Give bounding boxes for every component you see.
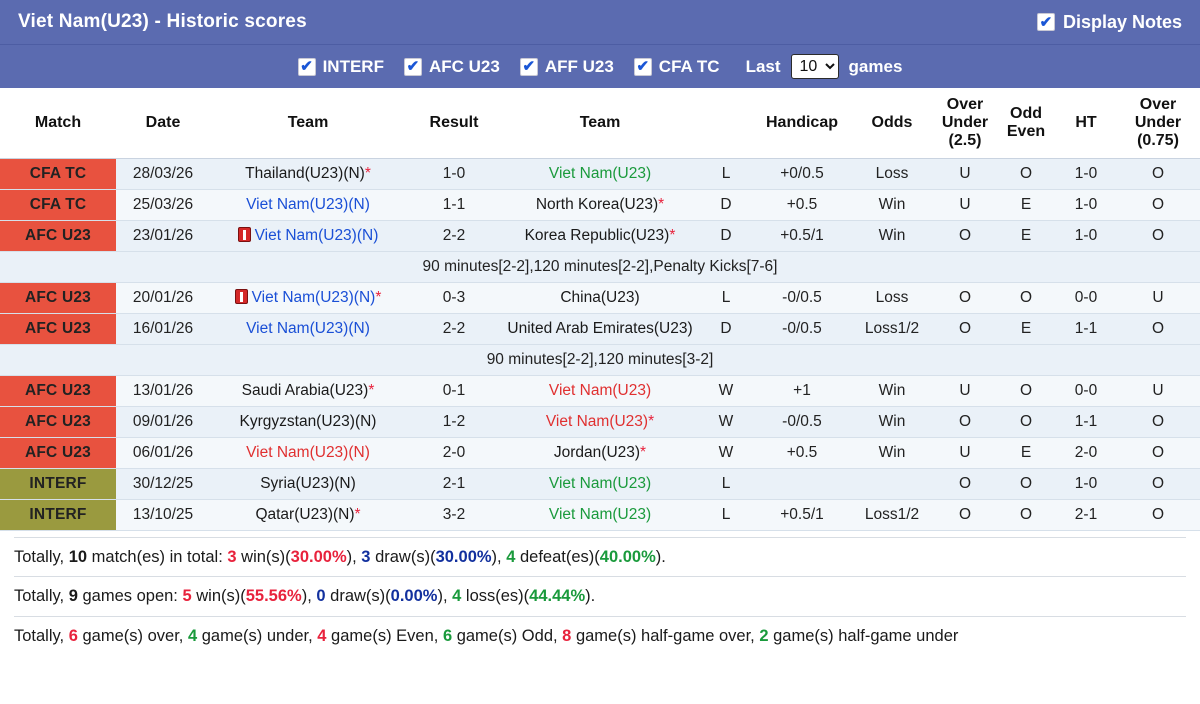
- home-team-label: Viet Nam(U23)(N): [246, 443, 370, 461]
- match-date: 13/01/26: [116, 375, 210, 406]
- summary1-t7: defeat(es)(: [515, 547, 600, 566]
- result-wdl: L: [698, 158, 754, 189]
- odd-even: O: [996, 158, 1056, 189]
- over-under-25: O: [934, 282, 996, 313]
- over-under-25: U: [934, 437, 996, 468]
- odd-even: O: [996, 406, 1056, 437]
- odds-result: Win: [850, 437, 934, 468]
- table-row[interactable]: [0, 282, 1200, 313]
- asterisk-marker: *: [669, 226, 676, 244]
- home-team-label: Viet Nam(U23)(N): [246, 195, 370, 213]
- column-wdl: [698, 88, 754, 158]
- home-team[interactable]: [210, 468, 406, 499]
- summary3-under: 4: [187, 626, 198, 645]
- table-row[interactable]: [0, 220, 1200, 251]
- over-under-25: U: [934, 189, 996, 220]
- column-odd-even-l1: Odd: [1010, 104, 1042, 122]
- away-team-label: United Arab Emirates(U23): [507, 319, 693, 337]
- match-date: 30/12/25: [116, 468, 210, 499]
- display-notes-checkbox[interactable]: ✔: [1037, 13, 1055, 31]
- over-under-075: O: [1116, 406, 1200, 437]
- away-team[interactable]: [502, 158, 698, 189]
- summary2-win-pct: 55.56%: [245, 587, 302, 606]
- half-time-score: 1-0: [1056, 220, 1116, 251]
- title-bar: [0, 0, 1200, 44]
- odd-even: E: [996, 189, 1056, 220]
- competition-badge[interactable]: CFA TC: [0, 189, 116, 220]
- table-header-row: [0, 88, 1200, 158]
- away-team[interactable]: [502, 220, 698, 251]
- away-team-label: Viet Nam(U23): [548, 164, 652, 182]
- handicap-value: +0/0.5: [754, 158, 850, 189]
- asterisk-marker: *: [375, 288, 382, 306]
- asterisk-marker: *: [648, 412, 655, 430]
- summary-line-2: [14, 576, 1186, 616]
- summary2-games: 9: [68, 587, 78, 606]
- handicap-value: -0/0.5: [754, 313, 850, 344]
- filter-aff-u23-label: AFF U23: [544, 56, 614, 76]
- column-odd-even[interactable]: [996, 88, 1056, 158]
- summary-line-3: [14, 616, 1186, 656]
- home-team-label: Thailand(U23)(N): [245, 164, 365, 182]
- asterisk-marker: *: [658, 195, 665, 213]
- summary-line-1: [14, 537, 1186, 577]
- summary2-loss-pct: 44.44%: [529, 587, 586, 606]
- summary2-t8: ).: [585, 587, 596, 606]
- column-over-under-25[interactable]: [934, 88, 996, 158]
- asterisk-marker: *: [368, 381, 375, 399]
- summary1-wins: 3: [227, 547, 237, 566]
- summary2-t2: games open:: [77, 587, 183, 606]
- table-row[interactable]: [0, 375, 1200, 406]
- filter-afc-u23-checkbox[interactable]: ✔: [404, 58, 422, 76]
- summary2-draw-pct: 0.00%: [390, 587, 438, 606]
- match-note-row: [0, 251, 1200, 282]
- result-wdl: L: [698, 499, 754, 530]
- home-team[interactable]: [210, 499, 406, 530]
- over-under-075: O: [1116, 468, 1200, 499]
- match-date: 16/01/26: [116, 313, 210, 344]
- over-under-075: O: [1116, 220, 1200, 251]
- last-label: Last: [745, 56, 781, 76]
- competition-badge[interactable]: CFA TC: [0, 158, 116, 189]
- summary3-t3: game(s) under,: [197, 626, 318, 645]
- away-team[interactable]: [502, 375, 698, 406]
- odds-result: Win: [850, 406, 934, 437]
- away-team[interactable]: [502, 282, 698, 313]
- competition-badge[interactable]: INTERF: [0, 499, 116, 530]
- odds-result: Win: [850, 189, 934, 220]
- away-team-label: Korea Republic(U23): [524, 226, 670, 244]
- result-wdl: W: [698, 406, 754, 437]
- filter-afc-u23-label: AFC U23: [428, 56, 500, 76]
- over-under-25: O: [934, 499, 996, 530]
- match-result[interactable]: 2-0: [406, 437, 502, 468]
- summary2-t6: ),: [437, 587, 453, 606]
- away-team-label: Jordan(U23): [553, 443, 641, 461]
- summary1-win-pct: 30.00%: [290, 547, 347, 566]
- filter-aff-u23[interactable]: [520, 57, 614, 77]
- filter-interf[interactable]: [298, 57, 384, 77]
- match-date: 25/03/26: [116, 189, 210, 220]
- over-under-075: O: [1116, 189, 1200, 220]
- handicap-value: [754, 468, 850, 499]
- summary2-draws: 0: [316, 587, 326, 606]
- odd-even: O: [996, 375, 1056, 406]
- half-time-score: 2-1: [1056, 499, 1116, 530]
- summary1-t3: win(s)(: [236, 547, 291, 566]
- odd-even: E: [996, 437, 1056, 468]
- summary1-matches: 10: [68, 547, 88, 566]
- filter-cfa-tc-label: CFA TC: [658, 56, 720, 76]
- match-result[interactable]: 2-2: [406, 220, 502, 251]
- summary1-t6: ),: [491, 547, 507, 566]
- match-result[interactable]: 1-0: [406, 158, 502, 189]
- summary1-defeats: 4: [506, 547, 516, 566]
- asterisk-marker: *: [640, 443, 647, 461]
- match-date: 09/01/26: [116, 406, 210, 437]
- half-time-score: 2-0: [1056, 437, 1116, 468]
- summary3-half-over: 8: [562, 626, 572, 645]
- summary1-t4: ),: [346, 547, 362, 566]
- table-row[interactable]: [0, 437, 1200, 468]
- table-row[interactable]: [0, 468, 1200, 499]
- column-ht[interactable]: HT: [1056, 88, 1116, 158]
- column-over-under-075-l3: (0.75): [1137, 131, 1179, 149]
- over-under-075: U: [1116, 375, 1200, 406]
- home-team[interactable]: [210, 375, 406, 406]
- match-result[interactable]: 1-1: [406, 189, 502, 220]
- summary2-t5: draw(s)(: [325, 587, 391, 606]
- result-wdl: D: [698, 313, 754, 344]
- match-result[interactable]: 1-2: [406, 406, 502, 437]
- odd-even: E: [996, 220, 1056, 251]
- odd-even: O: [996, 468, 1056, 499]
- column-result[interactable]: Result: [406, 88, 502, 158]
- away-team[interactable]: [502, 406, 698, 437]
- match-note-text: 90 minutes[2-2],120 minutes[2-2],Penalty Kicks[7-6]: [0, 251, 1200, 282]
- summary3-t5: game(s) Odd,: [452, 626, 563, 645]
- summary3-t7: game(s) half-game under: [768, 626, 959, 645]
- column-over-under-25-l2: Under: [941, 113, 989, 131]
- summary3-odd: 6: [442, 626, 453, 645]
- home-team[interactable]: [210, 282, 406, 313]
- table-row[interactable]: [0, 406, 1200, 437]
- home-team-label: Qatar(U23)(N): [255, 505, 355, 523]
- away-team[interactable]: [502, 189, 698, 220]
- competition-badge[interactable]: INTERF: [0, 468, 116, 499]
- competition-badge[interactable]: AFC U23: [0, 406, 116, 437]
- odds-result: Win: [850, 375, 934, 406]
- table-row[interactable]: [0, 158, 1200, 189]
- column-over-under-075[interactable]: [1116, 88, 1200, 158]
- half-time-score: 1-0: [1056, 189, 1116, 220]
- home-team-label: Viet Nam(U23)(N): [246, 319, 370, 337]
- away-team-label: North Korea(U23): [535, 195, 659, 213]
- games-label: games: [848, 56, 903, 76]
- column-away-team[interactable]: Team: [502, 88, 698, 158]
- display-notes-toggle[interactable]: [1037, 12, 1182, 33]
- competition-filter-bar: [0, 44, 1200, 88]
- away-team[interactable]: [502, 313, 698, 344]
- over-under-075: O: [1116, 437, 1200, 468]
- summary1-draws: 3: [361, 547, 371, 566]
- column-odd-even-l2: Even: [1006, 122, 1046, 140]
- filter-cfa-tc-checkbox[interactable]: ✔: [634, 58, 652, 76]
- column-over-under-075-l2: Under: [1134, 113, 1182, 131]
- home-team[interactable]: [210, 189, 406, 220]
- home-team[interactable]: [210, 158, 406, 189]
- handicap-value: -0/0.5: [754, 406, 850, 437]
- column-over-under-25-l3: (2.5): [948, 131, 982, 149]
- games-count-select[interactable]: [791, 54, 839, 79]
- half-time-score: 1-1: [1056, 406, 1116, 437]
- competition-badge[interactable]: AFC U23: [0, 282, 116, 313]
- summary3-over: 6: [68, 626, 78, 645]
- odd-even: O: [996, 499, 1056, 530]
- handicap-value: -0/0.5: [754, 282, 850, 313]
- summary1-defeat-pct: 40.00%: [599, 547, 656, 566]
- away-team[interactable]: [502, 468, 698, 499]
- match-note-row: [0, 344, 1200, 375]
- filter-cfa-tc[interactable]: [634, 57, 720, 77]
- over-under-075: O: [1116, 499, 1200, 530]
- summary2-t1: Totally,: [14, 587, 69, 606]
- result-wdl: W: [698, 437, 754, 468]
- summary3-t4: game(s) Even,: [326, 626, 443, 645]
- column-date[interactable]: Date: [116, 88, 210, 158]
- over-under-25: O: [934, 220, 996, 251]
- result-wdl: W: [698, 375, 754, 406]
- column-home-team[interactable]: Team: [210, 88, 406, 158]
- filter-aff-u23-checkbox[interactable]: ✔: [520, 58, 538, 76]
- handicap-value: +0.5: [754, 437, 850, 468]
- match-date: 20/01/26: [116, 282, 210, 313]
- competition-badge[interactable]: AFC U23: [0, 375, 116, 406]
- home-team-label: Viet Nam(U23)(N): [251, 288, 376, 306]
- home-team-label: Kyrgyzstan(U23)(N): [239, 412, 377, 430]
- home-team-label: Saudi Arabia(U23): [241, 381, 369, 399]
- summary1-t1: Totally,: [14, 547, 69, 566]
- competition-badge[interactable]: AFC U23: [0, 313, 116, 344]
- match-note-text: 90 minutes[2-2],120 minutes[3-2]: [0, 344, 1200, 375]
- odd-even: E: [996, 313, 1056, 344]
- match-result[interactable]: 0-1: [406, 375, 502, 406]
- home-team[interactable]: [210, 313, 406, 344]
- match-result[interactable]: 0-3: [406, 282, 502, 313]
- result-wdl: L: [698, 282, 754, 313]
- display-notes-label: Display Notes: [1062, 11, 1182, 32]
- result-wdl: L: [698, 468, 754, 499]
- summary2-losses: 4: [452, 587, 462, 606]
- odds-result: Loss: [850, 282, 934, 313]
- over-under-25: O: [934, 406, 996, 437]
- away-team-label: Viet Nam(U23): [548, 474, 652, 492]
- column-over-under-075-l1: Over: [1139, 96, 1177, 113]
- handicap-value: +0.5/1: [754, 499, 850, 530]
- match-result[interactable]: 2-1: [406, 468, 502, 499]
- summary2-t7: loss(es)(: [461, 587, 530, 606]
- home-team[interactable]: [210, 437, 406, 468]
- half-time-score: 0-0: [1056, 375, 1116, 406]
- result-wdl: D: [698, 220, 754, 251]
- table-header: [0, 88, 1200, 158]
- red-card-icon: [238, 227, 251, 242]
- summary1-t5: draw(s)(: [370, 547, 436, 566]
- home-team-label: Viet Nam(U23)(N): [254, 226, 379, 244]
- column-handicap[interactable]: Handicap: [754, 88, 850, 158]
- home-team-label: Syria(U23)(N): [260, 474, 356, 492]
- odd-even: O: [996, 282, 1056, 313]
- away-team[interactable]: [502, 499, 698, 530]
- match-date: 13/10/25: [116, 499, 210, 530]
- asterisk-marker: *: [354, 505, 361, 523]
- odds-result: Loss1/2: [850, 313, 934, 344]
- summary3-t2: game(s) over,: [77, 626, 188, 645]
- table-body: [0, 158, 1200, 530]
- column-over-under-25-l1: Over: [946, 96, 984, 113]
- summary1-t8: ).: [655, 547, 666, 566]
- over-under-075: O: [1116, 158, 1200, 189]
- summary3-t6: game(s) half-game over,: [571, 626, 760, 645]
- match-date: 23/01/26: [116, 220, 210, 251]
- over-under-25: O: [934, 468, 996, 499]
- half-time-score: 1-0: [1056, 468, 1116, 499]
- column-odds[interactable]: Odds: [850, 88, 934, 158]
- summary1-t2: match(es) in total:: [87, 547, 228, 566]
- summary2-t3: win(s)(: [191, 587, 246, 606]
- summary2-wins: 5: [182, 587, 192, 606]
- table-row[interactable]: [0, 189, 1200, 220]
- filter-afc-u23[interactable]: [404, 57, 500, 77]
- summary-section: [0, 531, 1200, 656]
- match-date: 06/01/26: [116, 437, 210, 468]
- competition-badge[interactable]: AFC U23: [0, 220, 116, 251]
- red-card-icon: [235, 289, 248, 304]
- summary3-half-under: 2: [759, 626, 769, 645]
- summary1-draw-pct: 30.00%: [435, 547, 492, 566]
- odds-result: Loss: [850, 158, 934, 189]
- match-date: 28/03/26: [116, 158, 210, 189]
- home-team[interactable]: [210, 220, 406, 251]
- column-match[interactable]: Match: [0, 88, 116, 158]
- asterisk-marker: *: [364, 164, 371, 182]
- half-time-score: 1-0: [1056, 158, 1116, 189]
- away-team-label: Viet Nam(U23): [548, 381, 652, 399]
- over-under-25: U: [934, 375, 996, 406]
- over-under-075: O: [1116, 313, 1200, 344]
- home-team[interactable]: [210, 406, 406, 437]
- table-row[interactable]: [0, 313, 1200, 344]
- over-under-075: U: [1116, 282, 1200, 313]
- table-row[interactable]: [0, 499, 1200, 530]
- summary2-t4: ),: [301, 587, 317, 606]
- over-under-25: U: [934, 158, 996, 189]
- summary3-t1: Totally,: [14, 626, 69, 645]
- historic-scores-table: [0, 88, 1200, 531]
- away-team[interactable]: [502, 437, 698, 468]
- match-result[interactable]: 3-2: [406, 499, 502, 530]
- odds-result: Win: [850, 220, 934, 251]
- summary3-even: 4: [317, 626, 327, 645]
- competition-badge[interactable]: AFC U23: [0, 437, 116, 468]
- half-time-score: 0-0: [1056, 282, 1116, 313]
- away-team-label: Viet Nam(U23): [545, 412, 649, 430]
- page-title: Viet Nam(U23) - Historic scores: [18, 11, 307, 32]
- half-time-score: 1-1: [1056, 313, 1116, 344]
- handicap-value: +0.5: [754, 189, 850, 220]
- away-team-label: Viet Nam(U23): [548, 505, 652, 523]
- match-result[interactable]: 2-2: [406, 313, 502, 344]
- over-under-25: O: [934, 313, 996, 344]
- filter-interf-label: INTERF: [322, 56, 384, 76]
- odds-result: Loss1/2: [850, 499, 934, 530]
- handicap-value: +0.5/1: [754, 220, 850, 251]
- handicap-value: +1: [754, 375, 850, 406]
- result-wdl: D: [698, 189, 754, 220]
- odds-result: [850, 468, 934, 499]
- filter-interf-checkbox[interactable]: ✔: [298, 58, 316, 76]
- away-team-label: China(U23): [560, 288, 640, 306]
